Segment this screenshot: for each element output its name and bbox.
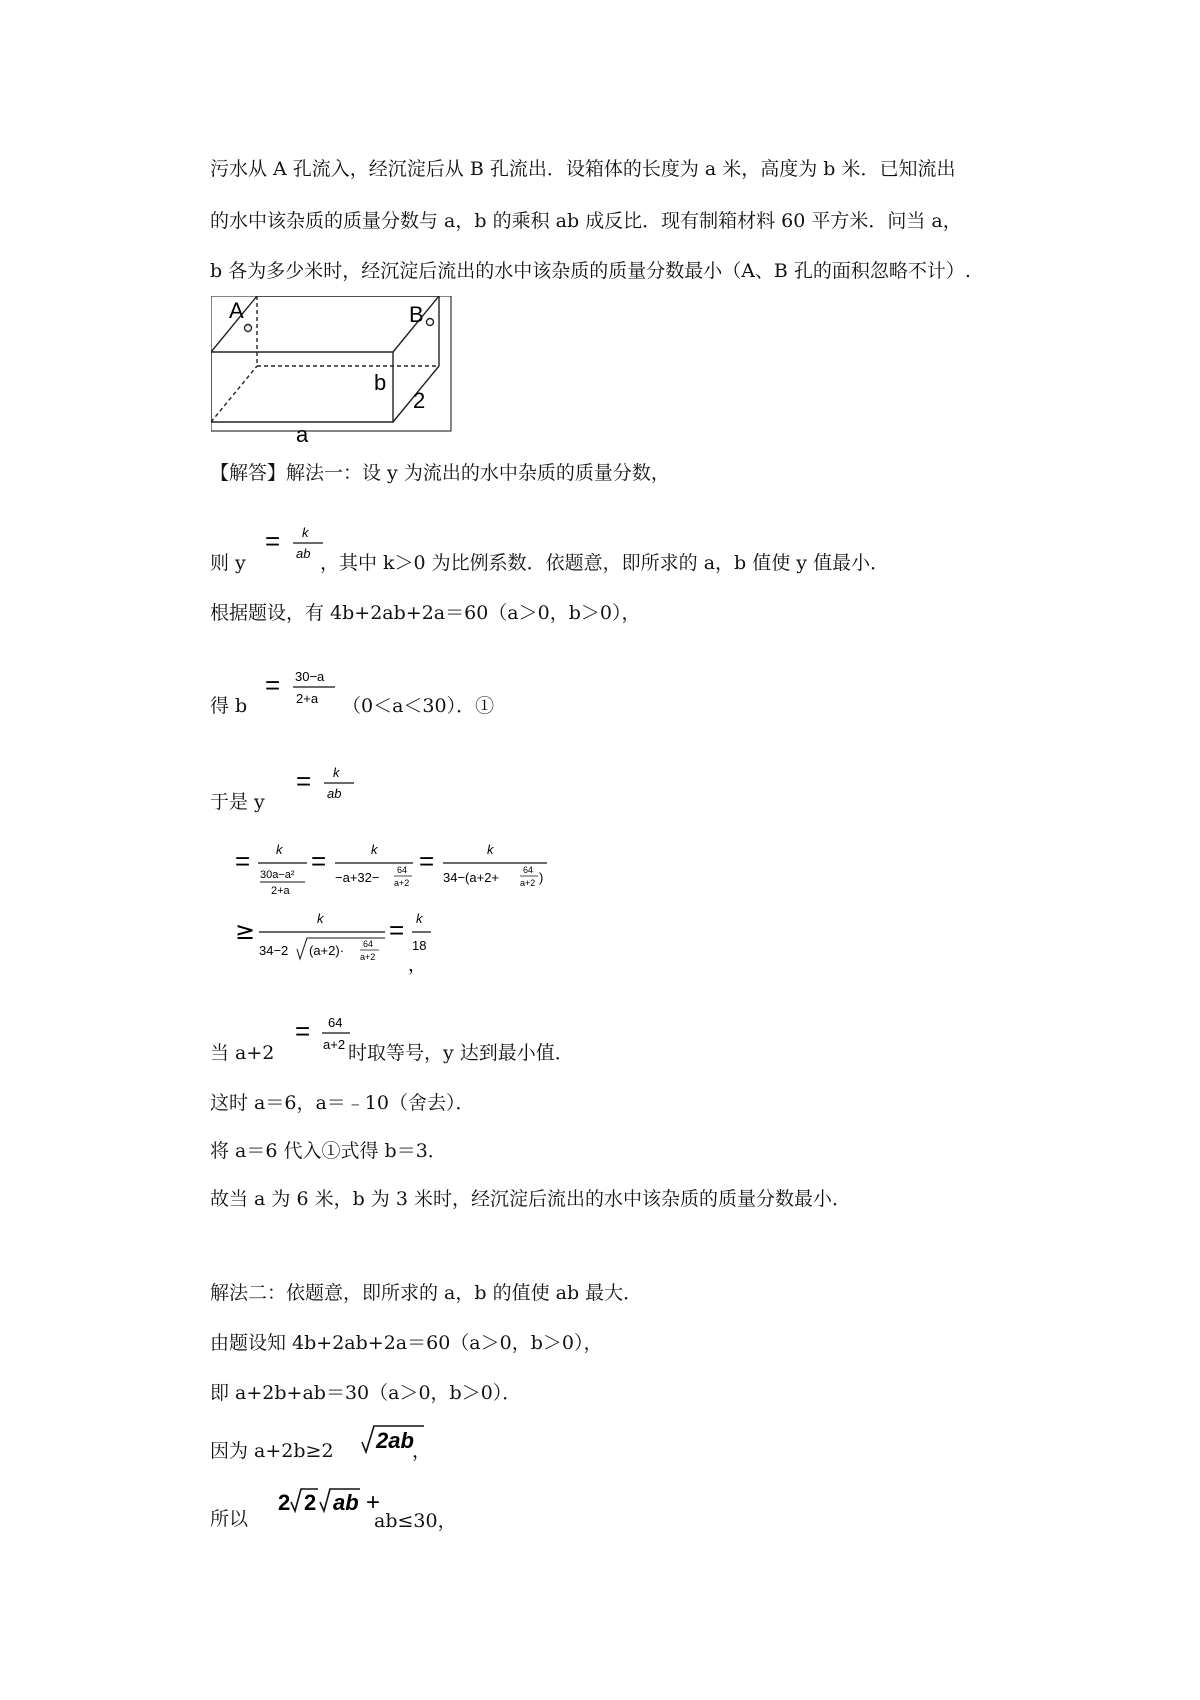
svg-text:k: k bbox=[276, 842, 283, 857]
svg-text:a+2: a+2 bbox=[520, 878, 536, 888]
formula-equality-chain bbox=[235, 836, 575, 906]
label-B: B bbox=[409, 302, 424, 327]
solution1-s4-prefix: 于是 y bbox=[210, 791, 265, 813]
svg-text:64: 64 bbox=[328, 1015, 343, 1030]
svg-text:2+a: 2+a bbox=[271, 885, 290, 897]
svg-text:34−(a+2+: 34−(a+2+ bbox=[443, 870, 500, 885]
svg-text:+: + bbox=[366, 1489, 381, 1516]
formula-k-over-ab-2 bbox=[296, 762, 356, 806]
formula-b-expression bbox=[265, 666, 345, 710]
box-figure bbox=[211, 296, 461, 446]
solution1-s5-prefix: 当 a+2 bbox=[210, 1042, 275, 1064]
solution2-t4-suffix: ， bbox=[412, 1440, 432, 1462]
solution1-s8: 故当 a 为 6 米，b 为 3 米时，经沉淀后流出的水中该杂质的质量分数最小． bbox=[210, 1188, 851, 1210]
svg-text:(a+2)·: (a+2)· bbox=[309, 943, 345, 958]
label-b: b bbox=[374, 370, 387, 395]
svg-text:30−a: 30−a bbox=[295, 669, 325, 684]
svg-text:k: k bbox=[371, 842, 378, 857]
svg-text:2: 2 bbox=[304, 1490, 317, 1515]
svg-text:，: ， bbox=[408, 955, 426, 976]
svg-text:k: k bbox=[302, 525, 309, 540]
svg-text:18: 18 bbox=[412, 938, 427, 953]
svg-text:k: k bbox=[333, 765, 340, 780]
formula-2sqrt2-sqrtab bbox=[278, 1484, 388, 1518]
svg-text:34−2: 34−2 bbox=[259, 943, 289, 958]
solution2-t3: 即 a+2b+ab＝30（a＞0，b＞0）． bbox=[210, 1382, 522, 1404]
formula-64-over-a-plus-2 bbox=[295, 1012, 355, 1056]
solution1-s6: 这时 a＝6，a＝﹣10（舍去）． bbox=[210, 1092, 475, 1114]
solution1-s3-prefix: 得 b bbox=[210, 695, 248, 717]
svg-text:2ab: 2ab bbox=[376, 1428, 414, 1453]
svg-text:64: 64 bbox=[523, 865, 534, 875]
problem-line-2: 的水中该杂质的质量分数与 a，b 的乘积 ab 成反比．现有制箱材料 60 平方米．问当 a， bbox=[210, 210, 962, 232]
svg-text:k: k bbox=[317, 911, 324, 926]
problem-line-1: 污水从 A 孔流入，经沉淀后从 B 孔流出．设箱体的长度为 a 米，高度为 b 米．已知流出 bbox=[210, 158, 956, 180]
svg-text:=: = bbox=[265, 526, 281, 556]
svg-text:2: 2 bbox=[278, 1490, 291, 1515]
svg-text:ab: ab bbox=[296, 546, 311, 561]
svg-text:a+2: a+2 bbox=[360, 952, 376, 962]
svg-text:ab: ab bbox=[333, 1490, 359, 1515]
svg-text:a+2: a+2 bbox=[323, 1037, 346, 1052]
solution2-t4-prefix: 因为 a+2b≥2 bbox=[210, 1440, 334, 1462]
svg-text:≥: ≥ bbox=[235, 917, 256, 945]
svg-text:=: = bbox=[296, 766, 312, 796]
svg-text:30a−a²: 30a−a² bbox=[260, 869, 295, 881]
solution1-s5-suffix: 时取等号，y 达到最小值． bbox=[348, 1042, 574, 1064]
svg-text:=: = bbox=[419, 846, 435, 876]
solution2-t5-suffix: ab≤30， bbox=[374, 1510, 457, 1532]
svg-text:=: = bbox=[311, 846, 327, 876]
solution1-s2: 根据题设，有 4b+2ab+2a＝60（a＞0，b＞0）， bbox=[210, 602, 641, 624]
svg-text:k: k bbox=[416, 911, 423, 926]
formula-inequality bbox=[235, 905, 435, 985]
svg-text:ab: ab bbox=[327, 786, 342, 801]
solution1-s3-suffix: （0＜a＜30）．① bbox=[342, 695, 495, 717]
svg-text:=: = bbox=[235, 846, 251, 876]
formula-k-over-ab-1 bbox=[265, 522, 325, 566]
svg-text:64: 64 bbox=[363, 939, 374, 949]
svg-text:2+a: 2+a bbox=[296, 691, 319, 706]
svg-text:=: = bbox=[295, 1016, 311, 1046]
solution1-s7: 将 a＝6 代入①式得 b＝3． bbox=[210, 1140, 447, 1162]
label-A: A bbox=[229, 298, 244, 323]
solution1-intro: 【解答】解法一：设 y 为流出的水中杂质的质量分数， bbox=[210, 462, 670, 484]
problem-line-3: b 各为多少米时，经沉淀后流出的水中该杂质的质量分数最小（A、B 孔的面积忽略不计）. bbox=[210, 260, 971, 282]
svg-text:k: k bbox=[487, 842, 494, 857]
solution2-t2: 由题设知 4b+2ab+2a＝60（a＞0，b＞0）， bbox=[210, 1332, 603, 1354]
solution1-s1-prefix: 则 y bbox=[210, 552, 246, 574]
solution1-s1-suffix: ，其中 k＞0 为比例系数．依题意，即所求的 a，b 值使 y 值最小． bbox=[320, 552, 890, 574]
svg-text:−a+32−: −a+32− bbox=[335, 870, 380, 885]
svg-text:64: 64 bbox=[397, 865, 408, 875]
label-2: 2 bbox=[413, 388, 426, 413]
svg-text:=: = bbox=[265, 670, 281, 700]
solution2-t1: 解法二：依题意，即所求的 a，b 的值使 ab 最大． bbox=[210, 1282, 643, 1304]
solution2-t5-prefix: 所以 bbox=[210, 1508, 249, 1530]
label-a: a bbox=[296, 422, 309, 446]
svg-text:=: = bbox=[389, 915, 405, 945]
svg-text:a+2: a+2 bbox=[394, 878, 410, 888]
svg-text:): ) bbox=[539, 870, 544, 885]
